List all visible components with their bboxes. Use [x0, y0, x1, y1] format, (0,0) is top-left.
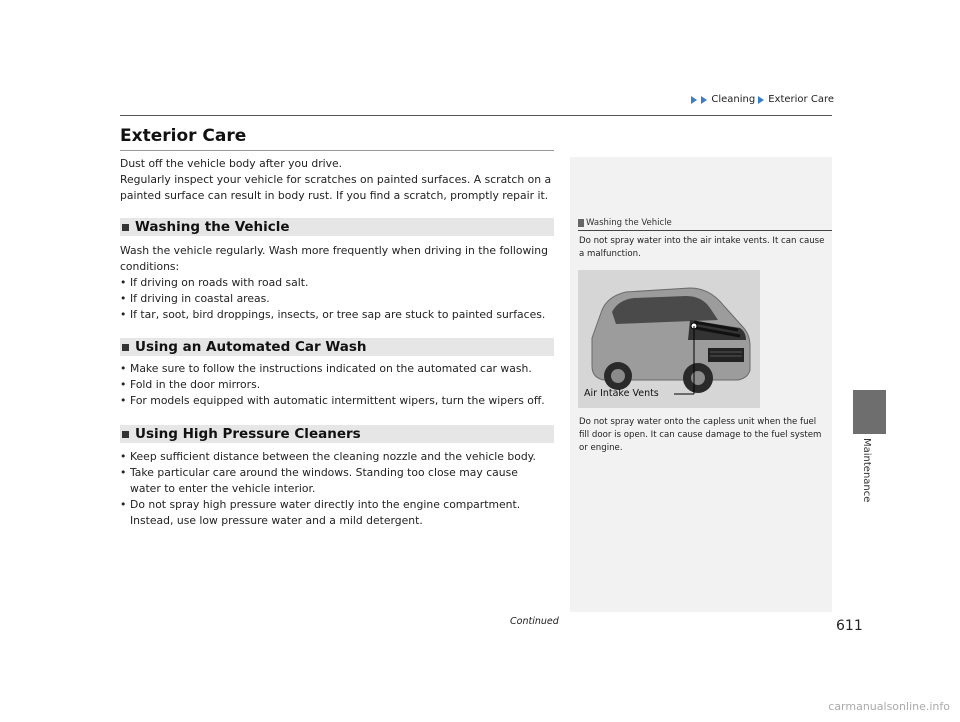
section-header-automated — [120, 338, 554, 356]
page-title: Exterior Care — [120, 126, 247, 146]
list-item: • Make sure to follow the instructions indicated on the automated car wash. — [120, 361, 560, 377]
list-item: • If tar, soot, bird droppings, insects, or tree sap are stuck to painted surfaces. — [120, 307, 560, 323]
list-item: • Keep sufficient distance between the cleaning nozzle and the vehicle body. — [120, 449, 552, 465]
section-title: Using an Automated Car Wash — [135, 339, 367, 355]
breadcrumb-arrow-icon — [691, 96, 697, 104]
page-number: 611 — [836, 618, 863, 634]
note-title: Washing the Vehicle — [586, 218, 672, 228]
section-header-pressure — [120, 425, 554, 443]
list-item: • Do not spray high pressure water directly into the engine compartment. Instead, use low pressure water and a mild detergent. — [120, 497, 552, 529]
car-illustration — [578, 270, 760, 408]
list-item: • Fold in the door mirrors. — [120, 377, 560, 393]
list-item: • If driving in coastal areas. — [120, 291, 560, 307]
washing-list — [120, 275, 560, 323]
section-title: Washing the Vehicle — [135, 219, 290, 235]
breadcrumb — [691, 94, 834, 105]
title-rule — [120, 150, 554, 151]
washing-body — [120, 243, 560, 323]
section-square-icon — [122, 431, 129, 438]
breadcrumb-arrow-icon — [701, 96, 707, 104]
list-item: • If driving on roads with road salt. — [120, 275, 560, 291]
section-tab-label: Maintenance — [861, 438, 872, 503]
breadcrumb-exterior-care[interactable]: Exterior Care — [768, 94, 834, 105]
intro-line: Dust off the vehicle body after you drive. — [120, 157, 343, 170]
continued-label: Continued — [510, 616, 559, 627]
automated-body — [120, 361, 560, 409]
list-item: • For models equipped with automatic intermittent wipers, turn the wipers off. — [120, 393, 560, 409]
section-tab-marker — [853, 390, 886, 434]
section-title: Using High Pressure Cleaners — [135, 426, 361, 442]
section-square-icon — [122, 344, 129, 351]
watermark: carmanualsonline.info — [828, 700, 950, 713]
header-rule — [120, 115, 832, 116]
pressure-body — [120, 449, 552, 529]
air-intake-label: Air Intake Vents — [584, 388, 659, 399]
intro-text — [120, 156, 560, 204]
pressure-list — [120, 449, 552, 529]
note-text-2: Do not spray water onto the capless unit when the fuel fill door is open. It can cause damage to the fuel system or engine. — [579, 417, 822, 453]
intro-line: Regularly inspect your vehicle for scratches on painted surfaces. A scratch on a painted surface can result in body rust. If you find a scratch, promptly repair it. — [120, 173, 552, 202]
section-header-washing — [120, 218, 554, 236]
note-reference-icon — [578, 219, 584, 227]
breadcrumb-cleaning[interactable]: Cleaning — [711, 94, 756, 105]
automated-list — [120, 361, 560, 409]
breadcrumb-arrow-icon — [758, 96, 764, 104]
section-square-icon — [122, 224, 129, 231]
note-text-1: Do not spray water into the air intake vents. It can cause a malfunction. — [579, 236, 825, 259]
note-rule — [578, 230, 832, 231]
washing-intro: Wash the vehicle regularly. Wash more frequently when driving in the following conditions: — [120, 244, 548, 273]
list-item: • Take particular care around the windows. Standing too close may cause water to enter the vehicle interior. — [120, 465, 552, 497]
note-header — [578, 218, 672, 228]
